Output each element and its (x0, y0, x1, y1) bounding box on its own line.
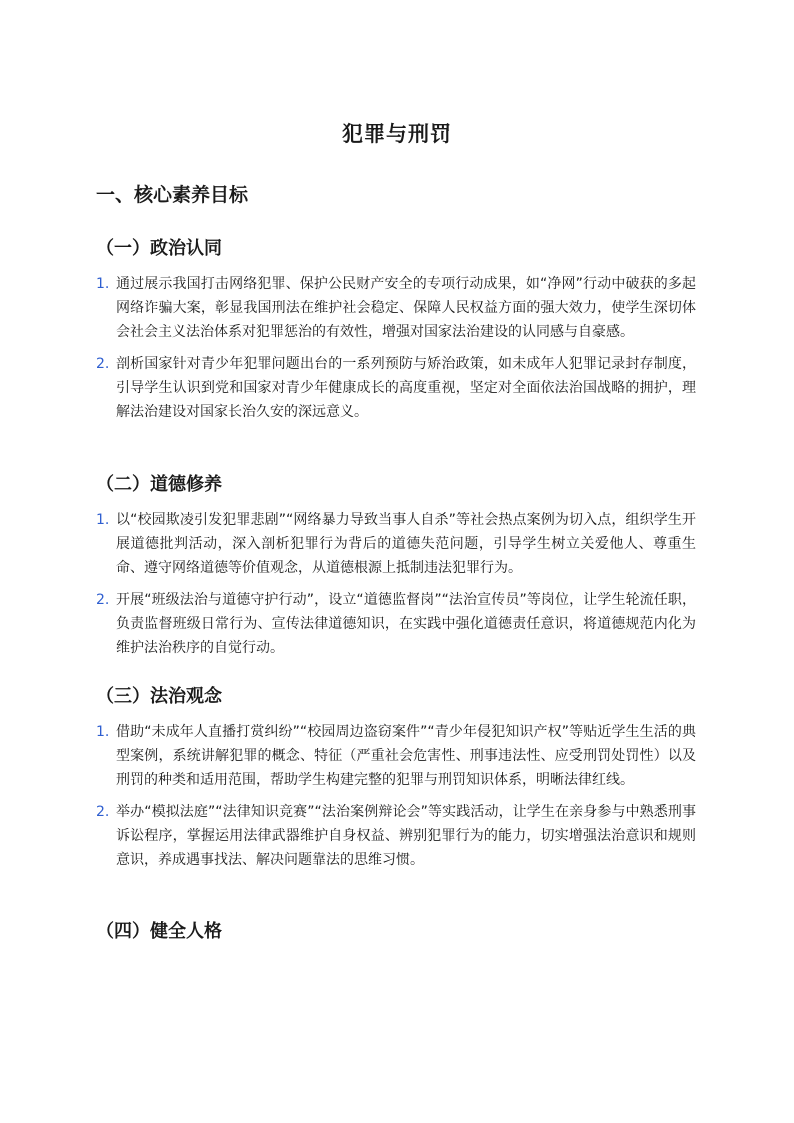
subsection-heading-rule-of-law: （三）法治观念 (96, 686, 222, 707)
list-number: 2. (96, 592, 110, 608)
section-heading-core-goals: 一、核心素养目标 (96, 184, 249, 206)
list-number: 2. (96, 356, 110, 372)
document-title: 犯罪与刑罚 (342, 122, 452, 146)
list-text: 剖析国家针对青少年犯罪问题出台的一系列预防与矫治政策，如未成年人犯罪记录封存制度，引导学生认识到党和国家对青少年健康成长的高度重视，坚定对全面依法治国战略的拥护，理解法治建设对国家长治久安的深远意义。 (116, 356, 696, 420)
list-number: 2. (96, 804, 110, 820)
list-item (96, 272, 696, 344)
list-text: 举办“模拟法庭”“法律知识竞赛”“法治案例辩论会”等实践活动，让学生在亲身参与中熟悉刑事诉讼程序，掌握运用法律武器维护自身权益、辨别犯罪行为的能力，切实增强法治意识和规则意识，养成遇事找法、解决问题靠法的思维习惯。 (116, 804, 696, 868)
list-number: 1. (96, 724, 110, 740)
list-item (96, 720, 696, 792)
list-text: 借助“未成年人直播打赏纠纷”“校园周边盗窃案件”“青少年侵犯知识产权”等贴近学生生活的典型案例，系统讲解犯罪的概念、特征（严重社会危害性、刑事违法性、应受刑罚处罚性）以及刑罚的种类和适用范围，帮助学生构建完整的犯罪与刑罚知识体系，明晰法律红线。 (116, 724, 696, 788)
list-number: 1. (96, 276, 110, 292)
list-text: 通过展示我国打击网络犯罪、保护公民财产安全的专项行动成果，如“净网”行动中破获的多起网络诈骗大案，彰显我国刑法在维护社会稳定、保障人民权益方面的强大效力，使学生深切体会社会主义法治体系对犯罪惩治的有效性，增强对国家法治建设的认同感与自豪感。 (116, 276, 696, 340)
rule-of-law-list (96, 720, 696, 880)
morality-list (96, 508, 696, 668)
list-item (96, 588, 696, 660)
list-number: 1. (96, 512, 110, 528)
subsection-heading-morality: （二）道德修养 (96, 474, 222, 495)
list-item (96, 352, 696, 424)
list-item (96, 508, 696, 580)
subsection-heading-personality: （四）健全人格 (96, 921, 222, 942)
list-text: 以“校园欺凌引发犯罪悲剧”“网络暴力导致当事人自杀”等社会热点案例为切入点，组织学生开展道德批判活动，深入剖析犯罪行为背后的道德失范问题，引导学生树立关爱他人、尊重生命、遵守网络道德等价值观念，从道德根源上抵制违法犯罪行为。 (116, 512, 696, 576)
political-list (96, 272, 696, 432)
list-text: 开展“班级法治与道德守护行动”，设立“道德监督岗”“法治宣传员”等岗位，让学生轮流任职，负责监督班级日常行为、宣传法律道德知识，在实践中强化道德责任意识，将道德规范内化为维护法治秩序的自觉行动。 (116, 592, 696, 656)
list-item (96, 800, 696, 872)
subsection-heading-political: （一）政治认同 (96, 238, 222, 259)
